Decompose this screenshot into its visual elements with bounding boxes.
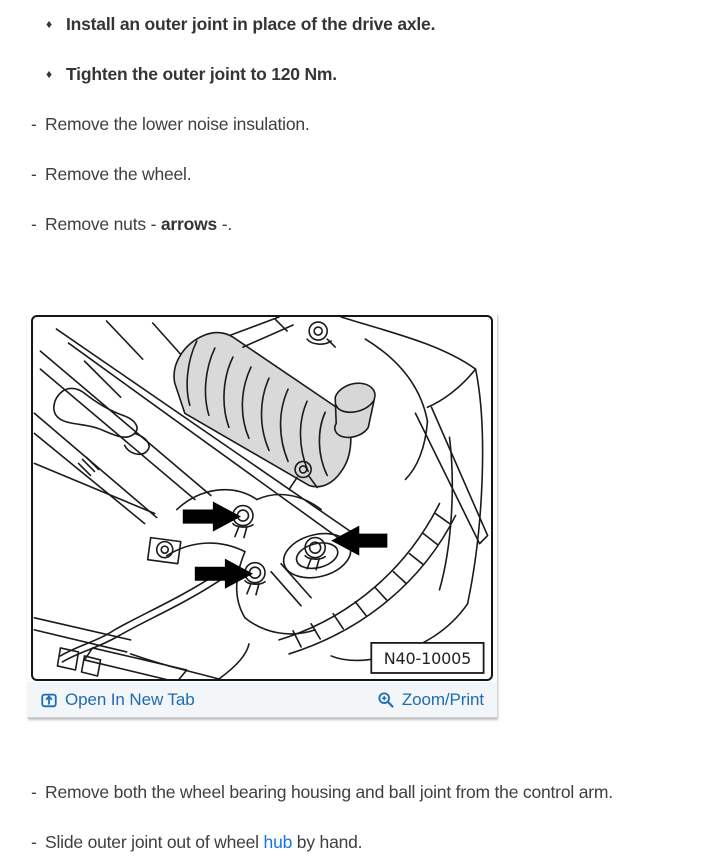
step-item: [31, 832, 362, 852]
step-text: [45, 832, 362, 852]
cv-boot: [174, 333, 351, 487]
hub-link[interactable]: hub: [263, 832, 293, 852]
step-text-prefix: Slide outer joint out of wheel: [45, 832, 264, 852]
figure-label-box: [371, 643, 483, 673]
zoom-print-label: Zoom/Print: [401, 689, 484, 709]
open-in-new-tab-icon: [40, 691, 58, 709]
step-text: Remove both the wheel bearing housing and ball joint from the control arm.: [45, 782, 613, 802]
instruction-item: [46, 64, 337, 84]
open-in-new-tab-link[interactable]: [40, 690, 195, 710]
technical-drawing: [31, 315, 493, 681]
dash-bullet: -: [31, 114, 37, 134]
step-text: Remove the lower noise insulation.: [45, 114, 310, 134]
instruction-text: Install an outer joint in place of the drive axle.: [66, 14, 436, 34]
dash-bullet: -: [31, 164, 37, 184]
dash-bullet: -: [31, 214, 37, 234]
arrow-markers: [183, 502, 388, 589]
dash-bullet: -: [31, 782, 37, 802]
step-text-bold: arrows: [160, 214, 218, 234]
step-item: [31, 114, 310, 134]
diamond-bullet-icon: ♦: [46, 67, 52, 81]
wheel-bearing-housing: [341, 317, 475, 369]
instruction-item: [46, 14, 435, 34]
zoom-print-link[interactable]: [377, 690, 484, 710]
step-text-prefix: Remove nuts -: [45, 214, 161, 234]
diamond-bullet-icon: ♦: [46, 17, 52, 31]
step-text-suffix: by hand.: [292, 832, 363, 852]
arrow-icon: [183, 502, 241, 532]
step-text: [45, 214, 232, 234]
open-in-new-tab-label: Open In New Tab: [65, 689, 195, 709]
bolt: [309, 322, 327, 340]
drawing-svg: [33, 317, 491, 679]
nut: [233, 506, 253, 538]
figure-label-text: N40-10005: [383, 648, 472, 668]
step-text: Remove the wheel.: [45, 164, 192, 184]
nut: [245, 563, 265, 595]
step-item: [31, 164, 191, 184]
figure-n40-10005: [27, 313, 497, 718]
instruction-text: Tighten the outer joint to 120 Nm.: [66, 64, 337, 84]
control-arm-end: [54, 388, 137, 437]
figure-toolbar: [27, 682, 497, 718]
step-item: [31, 782, 613, 802]
splined-shield: [279, 504, 439, 640]
arrow-icon: [195, 559, 253, 589]
dash-bullet: -: [31, 832, 37, 852]
arrow-icon: [331, 526, 387, 556]
step-item: [31, 214, 232, 234]
step-text-suffix: -.: [217, 214, 233, 234]
brake-hose: [62, 580, 220, 662]
magnifier-plus-icon: [377, 691, 395, 709]
